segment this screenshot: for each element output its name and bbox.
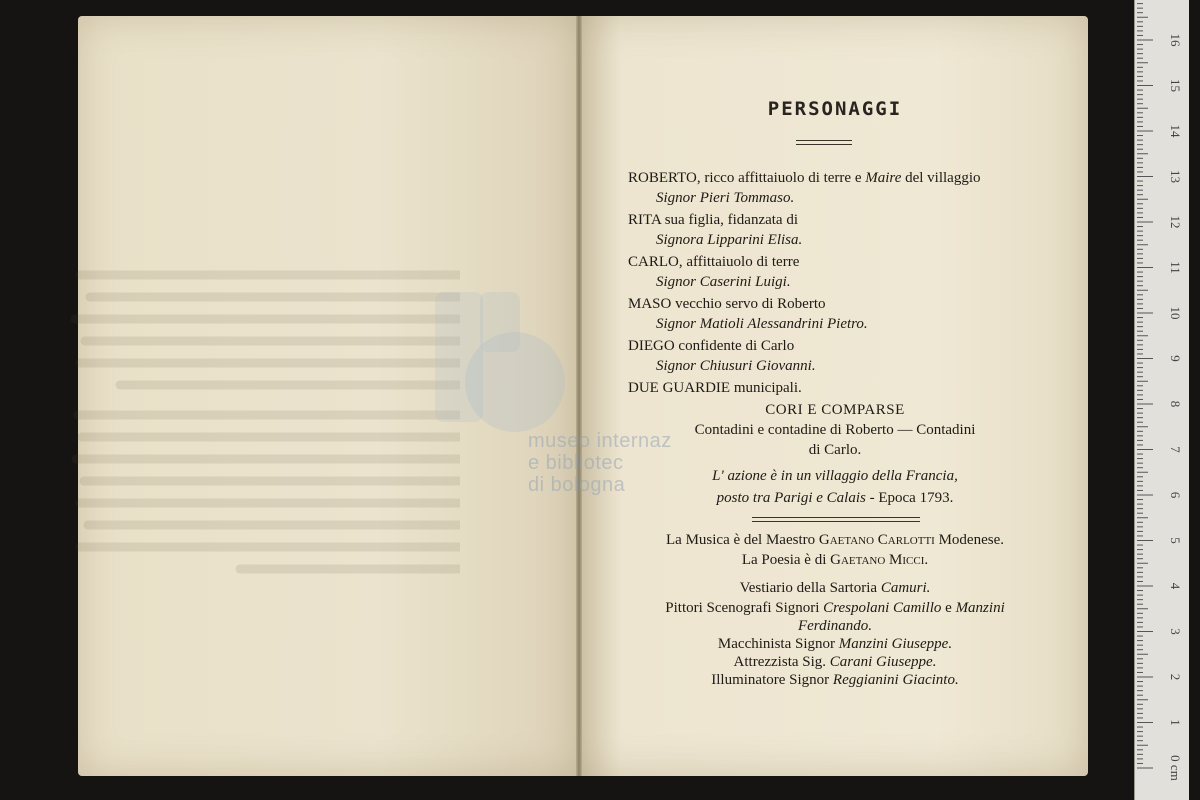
poesia-author: Gaetano Micci. — [830, 552, 929, 568]
cast-actor-diego: Signor Chiusuri Giovanni. — [656, 358, 816, 374]
role-name: ROBERTO, — [628, 170, 701, 186]
cast-role-diego — [628, 336, 1068, 356]
ruler-scale — [1135, 0, 1189, 800]
macchinista-name: Manzini Giuseppe. — [838, 636, 953, 652]
cast-list — [628, 168, 1068, 398]
ruler-number: 8 — [1168, 400, 1183, 408]
watermark-line-2: e bibliotec — [528, 452, 624, 474]
role-description: ricco affittaiuolo di terre e — [700, 170, 866, 186]
attrezzista-credit — [600, 654, 1070, 671]
book-spine — [576, 16, 582, 776]
pittori-name-1: Crespolani Camillo — [823, 600, 942, 616]
role-description: municipali. — [730, 380, 802, 396]
bleed-through-texture — [70, 255, 460, 622]
poesia-label: La Poesia è di — [741, 552, 831, 568]
macchinista-credit — [600, 636, 1070, 653]
ruler-number: 6 — [1168, 491, 1183, 499]
role-name: DIEGO — [628, 338, 675, 354]
role-description: sua figlia, fidanzata di — [660, 212, 798, 228]
ruler-number: 16 — [1168, 33, 1183, 47]
cast-role-roberto — [628, 168, 1068, 188]
cast-actor-maso: Signor Matioli Alessandrini Pietro. — [656, 316, 868, 332]
role-name: CARLO, — [628, 254, 683, 270]
section-rule-top — [752, 517, 920, 518]
ruler-number: 2 — [1168, 673, 1183, 681]
title-rule-top — [796, 140, 852, 141]
pittori-credit-cont: Ferdinando. — [797, 618, 873, 634]
ruler-number: 5 — [1168, 537, 1183, 544]
vestiario-credit — [600, 580, 1070, 597]
illuminatore-name: Reggianini Giacinto. — [832, 672, 959, 688]
ruler-unit-label: 0 cm — [1168, 755, 1183, 781]
macchinista-label: Macchinista Signor — [717, 636, 839, 652]
cast-role-rita — [628, 210, 1068, 230]
ruler-number: 14 — [1168, 124, 1183, 138]
cast-role-carlo — [628, 252, 1068, 272]
vestiario-label: Vestiario della Sartoria — [739, 580, 881, 596]
cori-line-2: di Carlo. — [808, 442, 862, 458]
azione-line-1: L' azione è in un villaggio della Francia, — [712, 468, 958, 484]
ruler-number: 10 — [1168, 306, 1183, 320]
illuminatore-label: Illuminatore Signor — [711, 672, 833, 688]
page-title: PERSONAGGI — [767, 98, 903, 120]
ruler-number: 1 — [1168, 719, 1183, 726]
attrezzista-name: Carani Giuseppe. — [829, 654, 937, 670]
ruler-number: 9 — [1168, 355, 1183, 362]
attrezzista-label: Attrezzista Sig. — [733, 654, 830, 670]
role-description: vecchio servo di Roberto — [671, 296, 826, 312]
musica-composer: Gaetano Carlotti — [818, 532, 935, 548]
pittori-label: Pittori Scenografi Signori — [665, 600, 824, 616]
role-description: affittaiuolo di terre — [682, 254, 800, 270]
ruler-number: 7 — [1168, 446, 1183, 453]
ruler-number: 15 — [1168, 79, 1183, 92]
cast-actor-rita: Signora Lipparini Elisa. — [656, 232, 803, 248]
right-page-content — [600, 0, 1070, 800]
role-description: confidente di Carlo — [674, 338, 795, 354]
role-name: DUE GUARDIE — [628, 380, 731, 396]
cast-actor-carlo: Signor Caserini Luigi. — [656, 274, 791, 290]
illuminatore-credit — [600, 672, 1070, 689]
measurement-ruler — [1134, 0, 1189, 800]
role-description-end: del villaggio — [901, 170, 981, 186]
cast-role-maso — [628, 294, 1068, 314]
azione-epoch: - Epoca 1793. — [865, 490, 954, 506]
watermark-line-3: di bologna — [528, 474, 626, 496]
section-rule-bottom — [752, 521, 920, 522]
pittori-credit — [600, 600, 1070, 617]
ruler-number: 11 — [1168, 261, 1183, 274]
ruler-number: 12 — [1168, 215, 1183, 229]
cori-heading: CORI E COMPARSE — [765, 402, 905, 418]
azione-place: posto tra Parigi e Calais — [716, 490, 866, 506]
ruler-number: 4 — [1168, 582, 1183, 590]
bleed-through-lines — [70, 255, 460, 615]
poesia-credit — [600, 552, 1070, 569]
azione-line-2 — [600, 490, 1070, 507]
museum-watermark-logo — [420, 272, 570, 442]
cast-role-guardie — [628, 378, 1068, 398]
watermark-line-1: museo internaz — [528, 430, 672, 452]
role-description-italic: Maire — [865, 170, 902, 186]
cast-actor-roberto: Signor Pieri Tommaso. — [656, 190, 795, 206]
vestiario-name: Camuri. — [880, 580, 931, 596]
title-rule-bottom — [796, 144, 852, 145]
pittori-conjunction: e — [941, 600, 956, 616]
ruler-number: 3 — [1168, 628, 1183, 635]
pittori-name-2: Manzini — [955, 600, 1005, 616]
ruler-number: 13 — [1168, 170, 1183, 183]
musica-label: La Musica è del Maestro — [666, 532, 819, 548]
cori-line-1: Contadini e contadine di Roberto — Contadini — [694, 422, 976, 438]
musica-credit — [600, 532, 1070, 549]
musica-origin: Modenese. — [934, 532, 1004, 548]
role-name: RITA — [628, 212, 661, 228]
role-name: MASO — [628, 296, 672, 312]
